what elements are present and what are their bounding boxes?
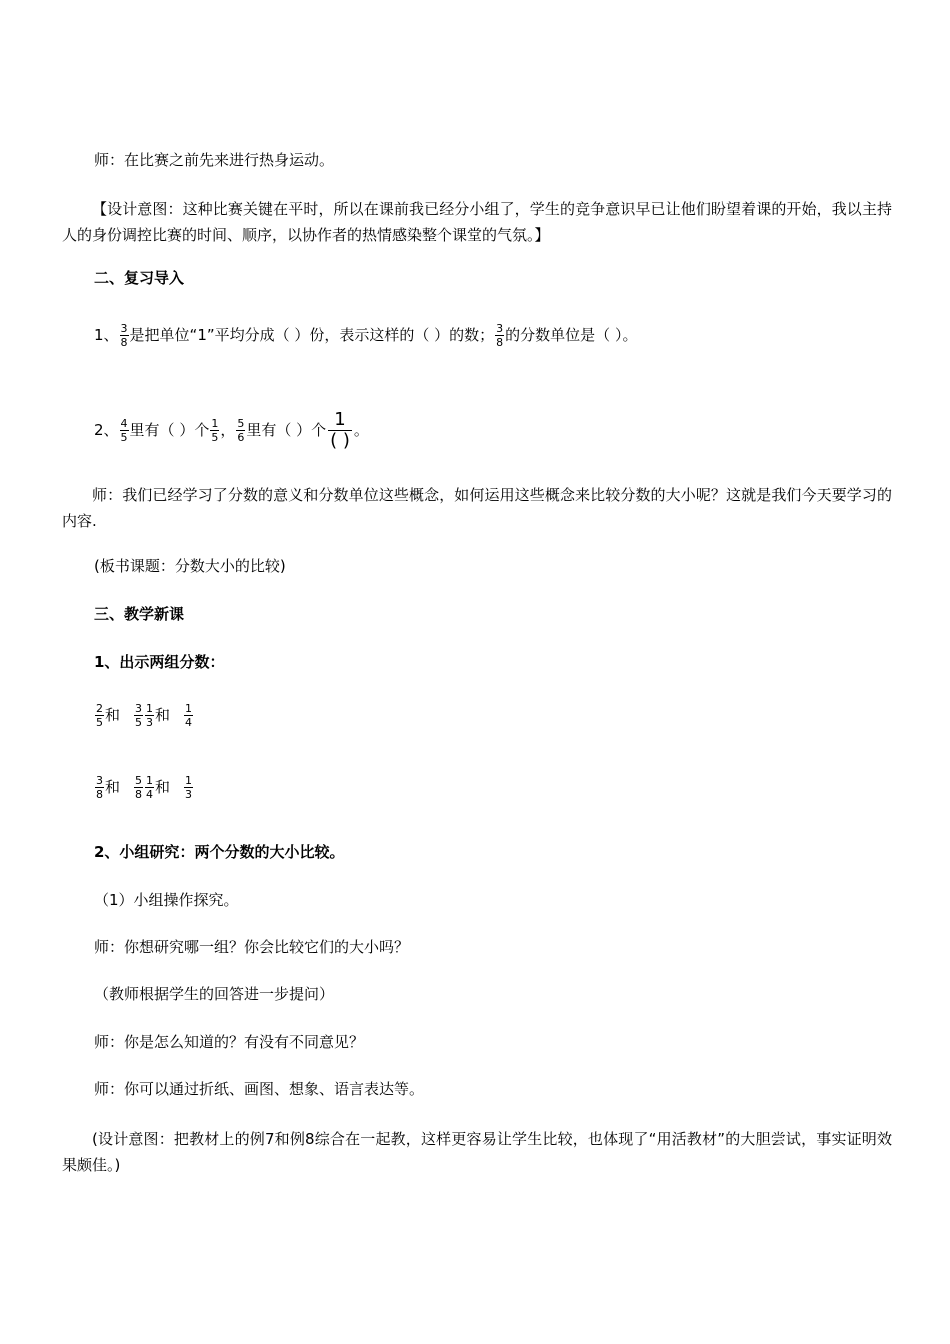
fraction-numerator: 4	[120, 417, 128, 430]
and-word: 和	[105, 778, 121, 796]
fraction-numerator: 3	[96, 774, 103, 787]
fraction-numerator: 1	[211, 417, 219, 430]
q1-prefix: 1、	[94, 326, 119, 344]
design-intent-1: 【设计意图：这种比赛关键在平时，所以在课前我已经分小组了，学生的竞争意识早已让他们盼望着课的开始，我以主持人的身份调控比赛的时间、顺序，以协作者的热情感染整个课堂的气氛。】	[62, 200, 892, 244]
fraction-group-2	[94, 774, 194, 801]
fraction-numerator: 1	[146, 774, 154, 787]
and-word: 和	[105, 706, 121, 724]
fraction-numerator: 3	[496, 322, 504, 335]
review-question-2	[94, 410, 369, 451]
fraction-denominator: ( )	[330, 430, 350, 451]
fraction	[95, 702, 104, 729]
and-word: 和	[155, 778, 171, 796]
teacher-followup-note: （教师根据学生的回答进一步提问）	[94, 985, 335, 1003]
fraction	[184, 774, 193, 801]
fraction-denominator: 5	[135, 716, 143, 729]
q2-text-b: 里有（ ）个	[246, 421, 327, 439]
fraction-denominator: 8	[120, 336, 128, 349]
q2-sep: ，	[220, 421, 236, 439]
fraction	[134, 774, 143, 801]
fraction-numerator: 3	[135, 702, 143, 715]
teacher-intro-paragraph: 师：我们已经学习了分数的意义和分数单位这些概念，如何运用这些概念来比较分数的大小呢？这就是我们今天要学习的内容.	[62, 486, 892, 530]
fraction-denominator: 8	[96, 788, 103, 801]
fraction-numerator: 1	[328, 410, 352, 431]
review-question-1	[94, 322, 637, 349]
and-word: 和	[155, 706, 171, 724]
fraction-denominator: 8	[135, 788, 143, 801]
fraction	[134, 702, 143, 729]
fraction	[210, 417, 219, 444]
subheading-show-fractions: 1、出示两组分数：	[94, 653, 225, 671]
q1-text-b: 的分数单位是（ ）。	[505, 326, 638, 344]
fraction	[495, 322, 504, 349]
fraction-denominator: 5	[96, 716, 103, 729]
fraction-numerator: 1	[185, 702, 193, 715]
fraction-denominator: 8	[496, 336, 504, 349]
fraction	[120, 322, 129, 349]
q2-end: 。	[353, 421, 369, 439]
fraction-denominator: 5	[211, 431, 219, 444]
fraction	[120, 417, 129, 444]
fraction	[95, 774, 104, 801]
section-heading-new-lesson: 三、教学新课	[94, 605, 185, 623]
fraction-numerator: 2	[96, 702, 103, 715]
fraction-denominator: 3	[185, 788, 193, 801]
q2-prefix: 2、	[94, 421, 119, 439]
fraction-group-1	[94, 702, 194, 729]
board-title-note: (板书课题：分数大小的比较)	[94, 557, 286, 575]
teacher-question-which-group: 师：你想研究哪一组？你会比较它们的大小吗？	[94, 938, 410, 956]
fraction	[145, 702, 154, 729]
q2-text-a: 里有（ ）个	[129, 421, 210, 439]
fraction-numerator: 5	[237, 417, 245, 430]
fraction-denominator: 5	[120, 431, 128, 444]
fraction-numerator: 3	[120, 322, 128, 335]
fraction-denominator: 3	[146, 716, 154, 729]
fraction-numerator: 1	[146, 702, 154, 715]
q1-text-a: 是把单位“1”平均分成（ ）份，表示这样的（ ）的数；	[129, 326, 495, 344]
subheading-group-study: 2、小组研究：两个分数的大小比较。	[94, 843, 345, 861]
fraction	[236, 417, 245, 444]
design-intent-2: (设计意图：把教材上的例7和例8综合在一起教，这样更容易让学生比较，也体现了“用活教材”的大胆尝试，事实证明效果颇佳。)	[62, 1130, 892, 1174]
teacher-methods-line: 师：你可以通过折纸、画图、想象、语言表达等。	[94, 1080, 425, 1098]
fraction-numerator: 5	[135, 774, 143, 787]
fraction	[145, 774, 154, 801]
unit-fraction-blank	[328, 410, 352, 451]
section-heading-review: 二、复习导入	[94, 269, 185, 287]
fraction-denominator: 4	[146, 788, 154, 801]
fraction-denominator: 6	[237, 431, 245, 444]
teacher-line-warmup: 师：在比赛之前先来进行热身运动。	[94, 151, 335, 169]
step-group-explore: （1）小组操作探究。	[94, 891, 239, 909]
fraction-denominator: 4	[185, 716, 193, 729]
teacher-question-how-know: 师：你是怎么知道的？有没有不同意见？	[94, 1033, 365, 1051]
fraction	[184, 702, 193, 729]
fraction-numerator: 1	[185, 774, 193, 787]
